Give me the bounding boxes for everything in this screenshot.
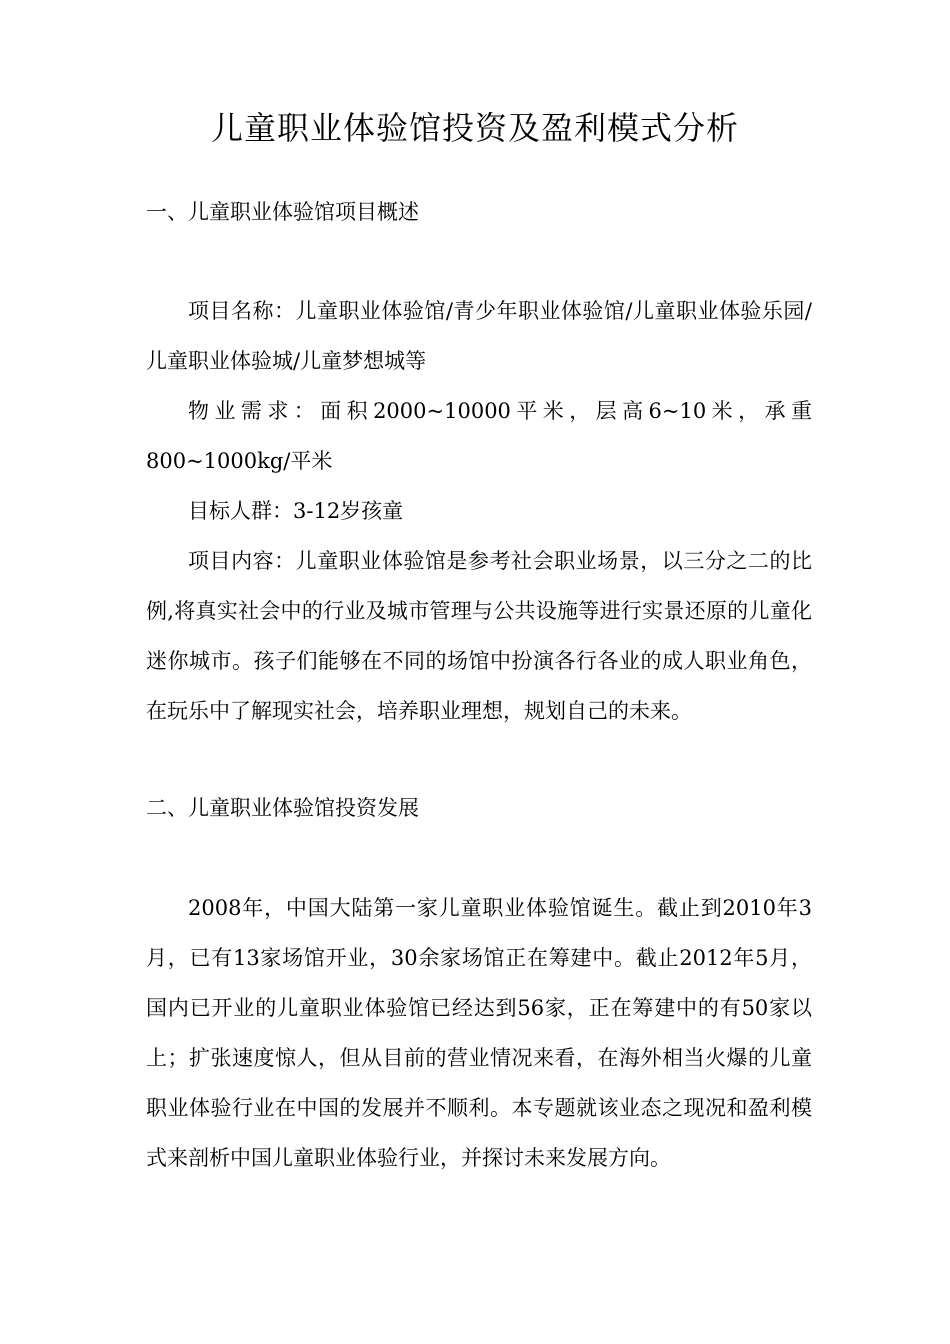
paragraph-property-requirements: 物业需求：面积2000~10000平米，层高6~10米，承重800~1000kg/平米	[146, 399, 812, 473]
section-heading-investment: 二、儿童职业体验馆投资发展	[146, 796, 419, 820]
paragraph-project-name: 项目名称：儿童职业体验馆/青少年职业体验馆/儿童职业体验乐园/儿童职业体验城/儿童梦想城等	[146, 299, 812, 373]
paragraph-project-content: 项目内容：儿童职业体验馆是参考社会职业场景，以三分之二的比例,将真实社会中的行业及城市管理与公共设施等进行实景还原的儿童化迷你城市。孩子们能够在不同的场馆中扮演各行各业的成人职业角色，在玩乐中了解现实社会，培养职业理想，规划自己的未来。	[146, 549, 812, 723]
document-title: 儿童职业体验馆投资及盈利模式分析	[210, 109, 739, 147]
section-heading-overview: 一、儿童职业体验馆项目概述	[146, 200, 419, 224]
paragraph-target-audience: 目标人群：3-12岁孩童	[188, 499, 404, 523]
paragraph-investment-history: 2008年，中国大陆第一家儿童职业体验馆诞生。截止到2010年3月，已有13家场馆开业，30余家场馆正在筹建中。截止2012年5月，国内已开业的儿童职业体验馆已经达到56家，正在筹建中的有50家以上；扩张速度惊人，但从目前的营业情况来看，在海外相当火爆的儿童职业体验行业在中国的发展并不顺利。本专题就该业态之现况和盈利模式来剖析中国儿童职业体验行业，并探讨未来发展方向。	[146, 896, 812, 1170]
